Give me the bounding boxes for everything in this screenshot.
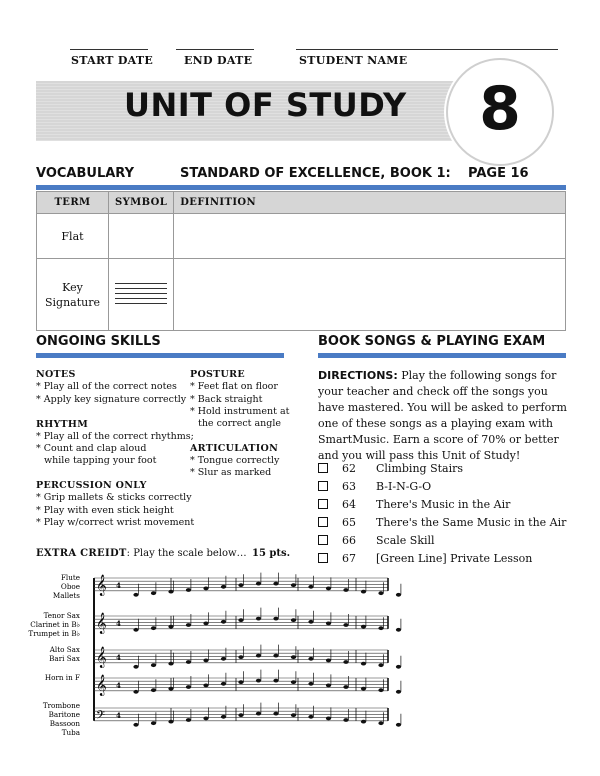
instrument-name: Mallets bbox=[52, 591, 80, 600]
song-checkbox[interactable] bbox=[318, 535, 328, 545]
note-head bbox=[238, 713, 243, 717]
treble-clef-icon: 𝄞 bbox=[96, 613, 107, 634]
note-head bbox=[238, 680, 243, 684]
note-head bbox=[273, 654, 278, 658]
time-signature: 4 bbox=[116, 619, 121, 628]
song-checkbox[interactable] bbox=[318, 463, 328, 473]
note-head bbox=[308, 620, 313, 624]
instrument-name: Trombone bbox=[42, 701, 80, 710]
note-head bbox=[343, 660, 348, 664]
treble-clef-icon: 𝄞 bbox=[96, 647, 107, 668]
note-head bbox=[221, 657, 226, 661]
song-item bbox=[318, 480, 431, 493]
posture-item: * Hold instrument at bbox=[190, 406, 290, 417]
posture-item: * Back straight bbox=[190, 394, 263, 405]
song-item bbox=[318, 516, 566, 529]
instrument-name: Bari Sax bbox=[49, 654, 80, 663]
note-head bbox=[221, 620, 226, 624]
note-head bbox=[326, 622, 331, 626]
table-row bbox=[37, 259, 566, 331]
definition-cell[interactable] bbox=[174, 214, 566, 259]
note-head bbox=[186, 685, 191, 689]
note-head bbox=[133, 723, 138, 727]
instrument-name: Baritone bbox=[48, 710, 80, 719]
song-item bbox=[318, 552, 532, 565]
note-head bbox=[151, 721, 156, 725]
note-head bbox=[256, 654, 261, 658]
percussion-item: * Play with even stick height bbox=[36, 505, 174, 516]
table-header-row bbox=[37, 192, 566, 214]
end-date-label: END DATE bbox=[184, 54, 253, 67]
note-head bbox=[343, 685, 348, 689]
song-number: 67 bbox=[342, 552, 356, 565]
percussion-heading: PERCUSSION ONLY bbox=[36, 480, 147, 491]
extra-credit-label: EXTRA CREIDT bbox=[36, 548, 127, 559]
extra-credit-line bbox=[36, 548, 247, 559]
instrument-name: Tenor Sax bbox=[43, 611, 80, 620]
song-item bbox=[318, 498, 510, 511]
treble-clef-icon: 𝄞 bbox=[96, 675, 107, 696]
time-signature: 4 bbox=[116, 581, 121, 590]
articulation-item: * Slur as marked bbox=[190, 467, 272, 478]
note-head bbox=[203, 717, 208, 721]
note-head bbox=[256, 617, 261, 621]
page-title: UNIT OF STUDY bbox=[124, 86, 407, 124]
note-head bbox=[151, 626, 156, 630]
song-item bbox=[318, 462, 463, 475]
note-head bbox=[273, 617, 278, 621]
note-head bbox=[308, 585, 313, 589]
note-head bbox=[396, 723, 401, 727]
scale-score bbox=[28, 570, 396, 740]
term-cell: Flat bbox=[37, 214, 109, 259]
ongoing-skills-rule bbox=[36, 353, 284, 358]
note-head bbox=[378, 721, 383, 725]
note-head bbox=[203, 587, 208, 591]
table-row bbox=[37, 214, 566, 259]
note-head bbox=[221, 715, 226, 719]
definition-cell[interactable] bbox=[174, 259, 566, 331]
start-date-line bbox=[70, 49, 148, 50]
note-head bbox=[326, 717, 331, 721]
note-head bbox=[203, 684, 208, 688]
directions-label: DIRECTIONS: bbox=[318, 369, 398, 382]
book-page: PAGE 16 bbox=[468, 166, 529, 181]
note-head bbox=[308, 682, 313, 686]
unit-number-badge bbox=[446, 58, 554, 166]
note-head bbox=[361, 590, 366, 594]
note-head bbox=[186, 623, 191, 627]
note-head bbox=[238, 618, 243, 622]
note-head bbox=[238, 655, 243, 659]
book-title: STANDARD OF EXCELLENCE, BOOK 1: bbox=[180, 166, 451, 181]
note-head bbox=[291, 583, 296, 587]
note-head bbox=[361, 687, 366, 691]
instrument-name: Oboe bbox=[60, 582, 80, 591]
student-name-line bbox=[296, 49, 558, 50]
instrument-name: Alto Sax bbox=[49, 645, 80, 654]
note-head bbox=[396, 593, 401, 597]
rhythm-item: * Play all of the correct rhythms; bbox=[36, 431, 194, 442]
song-number: 62 bbox=[342, 462, 356, 475]
treble-clef-icon: 𝄞 bbox=[96, 575, 107, 596]
extra-credit-text: : Play the scale below… bbox=[126, 548, 247, 559]
instrument-label bbox=[43, 701, 81, 737]
note-head bbox=[203, 659, 208, 663]
song-number: 66 bbox=[342, 534, 356, 547]
note-head bbox=[326, 659, 331, 663]
note-head bbox=[396, 628, 401, 632]
note-head bbox=[291, 618, 296, 622]
note-head bbox=[378, 663, 383, 667]
vocabulary-table bbox=[36, 191, 566, 331]
end-date-line bbox=[176, 49, 254, 50]
note-head bbox=[151, 688, 156, 692]
column-header: TERM bbox=[37, 192, 109, 214]
symbol-cell[interactable] bbox=[109, 259, 174, 331]
note-head bbox=[396, 690, 401, 694]
ongoing-skills-heading: ONGOING SKILLS bbox=[36, 334, 161, 349]
term-text: Key Signature bbox=[44, 280, 100, 309]
percussion-item: * Grip mallets & sticks correctly bbox=[36, 492, 192, 503]
song-item bbox=[318, 534, 435, 547]
directions-text bbox=[318, 368, 570, 464]
note-head bbox=[203, 622, 208, 626]
note-head bbox=[151, 591, 156, 595]
song-number: 63 bbox=[342, 480, 356, 493]
note-head bbox=[168, 625, 173, 629]
note-head bbox=[168, 720, 173, 724]
note-head bbox=[291, 680, 296, 684]
instrument-name: Bassoon bbox=[49, 719, 80, 728]
rhythm-item: while tapping your foot bbox=[44, 455, 157, 466]
note-head bbox=[186, 588, 191, 592]
note-head bbox=[168, 590, 173, 594]
instrument-name: Tuba bbox=[61, 728, 80, 737]
vocabulary-rule bbox=[36, 185, 566, 190]
staff-icon bbox=[115, 279, 167, 308]
note-head bbox=[186, 660, 191, 664]
instrument-name: Flute bbox=[60, 573, 80, 582]
song-title: [Green Line] Private Lesson bbox=[376, 552, 533, 565]
instrument-label bbox=[49, 645, 80, 663]
note-head bbox=[326, 587, 331, 591]
song-checkbox[interactable] bbox=[318, 499, 328, 509]
instrument-label bbox=[53, 573, 80, 600]
column-header: SYMBOL bbox=[109, 192, 174, 214]
note-head bbox=[343, 718, 348, 722]
directions-body: Play the following songs for your teacher and check off the songs you have mastered. You will be asked to perform one of these songs as a playing exam with SmartMusic. Earn a score of 70% or better and you will pass this Unit of Study! bbox=[318, 369, 567, 462]
note-head bbox=[168, 662, 173, 666]
student-name-label: STUDENT NAME bbox=[299, 54, 408, 67]
note-head bbox=[186, 718, 191, 722]
book-songs-rule bbox=[318, 353, 566, 358]
rhythm-item: * Count and clap aloud bbox=[36, 443, 147, 454]
note-head bbox=[291, 655, 296, 659]
extra-credit-points: 15 pts. bbox=[252, 548, 291, 559]
note-head bbox=[273, 712, 278, 716]
note-head bbox=[168, 687, 173, 691]
note-head bbox=[256, 679, 261, 683]
song-title: There's the Same Music in the Air bbox=[376, 516, 567, 529]
bass-clef-icon: 𝄢 bbox=[96, 709, 106, 725]
song-title: B-I-N-G-O bbox=[376, 480, 432, 493]
term-cell bbox=[37, 259, 109, 331]
note-head bbox=[133, 593, 138, 597]
instrument-name: Horn in F bbox=[44, 673, 80, 682]
note-head bbox=[133, 690, 138, 694]
posture-item: * Feet flat on floor bbox=[190, 381, 278, 392]
note-head bbox=[378, 591, 383, 595]
note-head bbox=[308, 715, 313, 719]
posture-item: the correct angle bbox=[198, 418, 282, 429]
note-head bbox=[378, 626, 383, 630]
note-head bbox=[361, 662, 366, 666]
note-head bbox=[343, 623, 348, 627]
vocabulary-heading: VOCABULARY bbox=[36, 166, 135, 181]
note-head bbox=[133, 665, 138, 669]
note-head bbox=[361, 625, 366, 629]
note-head bbox=[151, 663, 156, 667]
song-number: 65 bbox=[342, 516, 356, 529]
note-head bbox=[326, 684, 331, 688]
unit-number: 8 bbox=[479, 74, 521, 144]
song-title: Climbing Stairs bbox=[376, 462, 464, 475]
note-head bbox=[291, 713, 296, 717]
time-signature: 4 bbox=[116, 653, 121, 662]
song-checkbox[interactable] bbox=[318, 517, 328, 527]
column-header: DEFINITION bbox=[174, 192, 566, 214]
instrument-label bbox=[45, 673, 80, 682]
instrument-name: Clarinet in B♭ bbox=[30, 620, 80, 629]
note-head bbox=[256, 582, 261, 586]
note-head bbox=[378, 688, 383, 692]
time-signature: 4 bbox=[116, 681, 121, 690]
start-date-label: START DATE bbox=[71, 54, 154, 67]
percussion-item: * Play w/correct wrist movement bbox=[36, 517, 195, 528]
posture-heading: POSTURE bbox=[190, 369, 245, 380]
note-head bbox=[256, 712, 261, 716]
note-head bbox=[221, 682, 226, 686]
note-head bbox=[238, 583, 243, 587]
song-checkbox[interactable] bbox=[318, 553, 328, 563]
note-head bbox=[308, 657, 313, 661]
note-head bbox=[221, 585, 226, 589]
instrument-label bbox=[28, 611, 80, 638]
time-signature: 4 bbox=[116, 711, 121, 720]
song-title: There's Music in the Air bbox=[376, 498, 511, 511]
song-number: 64 bbox=[342, 498, 356, 511]
book-songs-heading: BOOK SONGS & PLAYING EXAM bbox=[318, 334, 546, 349]
notes-item: * Play all of the correct notes bbox=[36, 381, 177, 392]
note-head bbox=[343, 588, 348, 592]
note-head bbox=[273, 582, 278, 586]
instrument-name: Trumpet in B♭ bbox=[28, 629, 80, 638]
rhythm-heading: RHYTHM bbox=[36, 419, 89, 430]
symbol-cell[interactable] bbox=[109, 214, 174, 259]
note-head bbox=[396, 665, 401, 669]
song-checkbox[interactable] bbox=[318, 481, 328, 491]
articulation-heading: ARTICULATION bbox=[190, 443, 279, 454]
note-head bbox=[133, 628, 138, 632]
notes-item: * Apply key signature correctly bbox=[36, 394, 187, 405]
articulation-item: * Tongue correctly bbox=[190, 455, 280, 466]
note-head bbox=[273, 679, 278, 683]
notes-heading: NOTES bbox=[36, 369, 76, 380]
note-head bbox=[361, 720, 366, 724]
song-title: Scale Skill bbox=[376, 534, 435, 547]
